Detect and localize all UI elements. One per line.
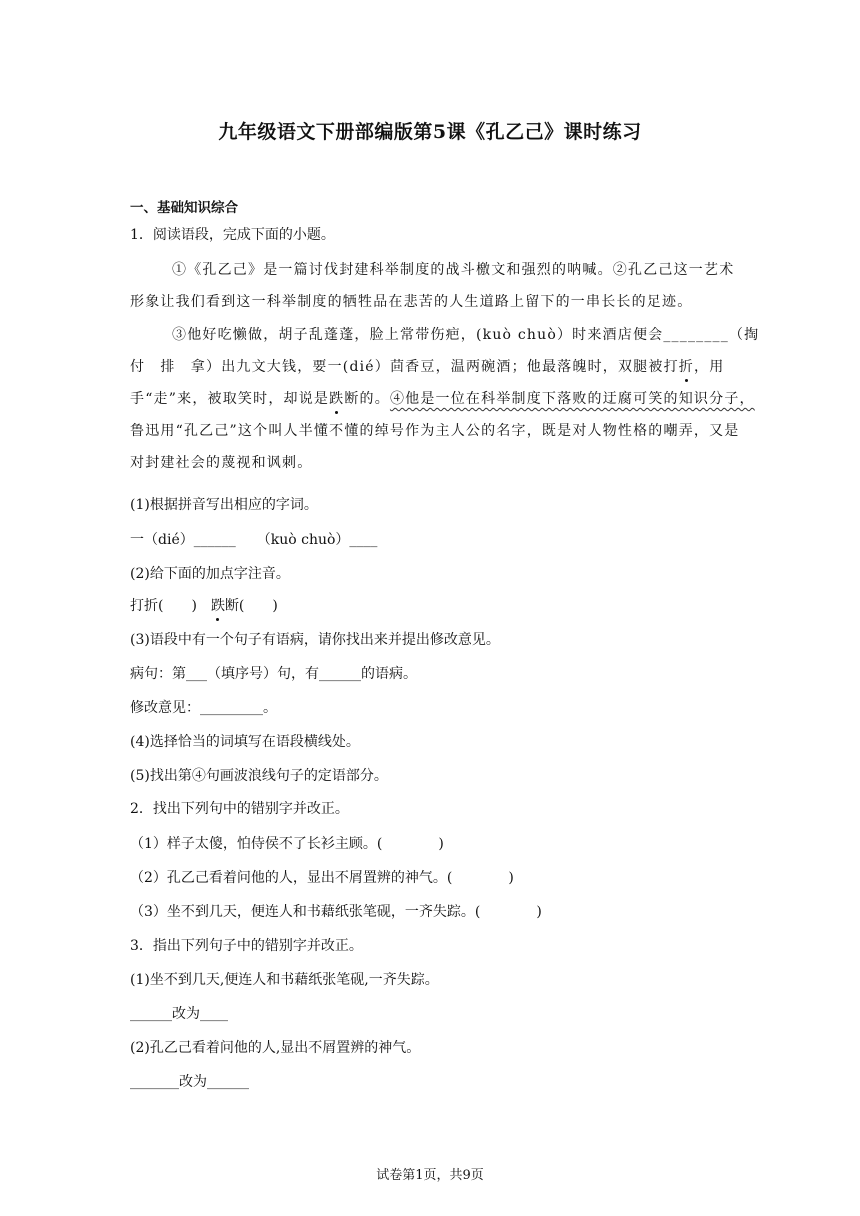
page-title: 九年级语文下册部编版第5课《孔乙己》课时练习 bbox=[218, 121, 642, 143]
question-2-item-2: （2）孔乙己看着问他的人，显出不屑置辨的神气。( ) bbox=[130, 870, 514, 886]
subquestion-1-blanks: 一（dié）______ （kuò chuò）____ bbox=[130, 532, 378, 548]
passage-line-5 bbox=[130, 389, 755, 409]
passage-line-7: 对封建社会的蔑视和讽刺。 bbox=[130, 455, 313, 471]
passage-line-2: 形象让我们看到这一科举制度的牺牲品在悲苦的人生道路上留下的一串长长的足迹。 bbox=[130, 294, 693, 310]
subquestion-3-sentence-blank: 病句：第___（填序号）句，有______的语病。 bbox=[130, 666, 417, 682]
question-2-item-1: （1）样子太傻，怕侍侯不了长衫主顾。( ) bbox=[130, 836, 444, 852]
passage-line-6: 鲁迅用“孔乙己”这个叫人半懂不懂的绰号作为主人公的名字，既是对人物性格的嘲弄，又是 bbox=[130, 423, 740, 439]
subquestion-3: (3)语段中有一个句子有语病，请你找出来并提出修改意见。 bbox=[130, 632, 500, 648]
section-heading: 一、基础知识综合 bbox=[130, 200, 238, 216]
question-1-stem: 1．阅读语段，完成下面的小题。 bbox=[130, 227, 335, 243]
passage-line-4: 付 排 拿）出九文大钱，要一(dié）茴香豆，温两碗酒；他最落魄时，双腿被打折，用 bbox=[130, 359, 725, 375]
question-3-item-1: (1)坐不到几天,便连人和书藉纸张笔砚,一齐失踪。 bbox=[130, 972, 439, 988]
question-2-stem: 2．找出下列句中的错别字并改正。 bbox=[130, 801, 349, 817]
question-3-item-2: (2)孔乙己看着问他的人,显出不屑置辨的神气。 bbox=[130, 1040, 421, 1056]
subquestion-5: (5)找出第④句画波浪线句子的定语部分。 bbox=[130, 768, 388, 784]
subquestion-3-suggestion-blank: 修改意见：_________。 bbox=[130, 700, 277, 716]
page-footer: 试卷第1页，共9页 bbox=[376, 1168, 484, 1183]
passage-line-1: ①《孔乙己》是一篇讨伐封建科举制度的战斗檄文和强烈的呐喊。②孔乙己这一艺术 bbox=[172, 262, 735, 278]
subquestion-2: (2)给下面的加点字注音。 bbox=[130, 566, 290, 582]
subquestion-2-blanks: 打折( ) 跌断( ) bbox=[130, 598, 278, 614]
emphasis-dot-char: 跌 bbox=[210, 598, 225, 614]
subquestion-4: (4)选择恰当的词填写在语段横线处。 bbox=[130, 734, 360, 750]
wavy-underlined-sentence: ④他是一位在科举制度下落败的迂腐可笑的知识分子， bbox=[389, 391, 755, 407]
passage-line-5-plain: 手“走”来，被取笑时，却说是跌断的。 bbox=[130, 391, 390, 407]
question-2-item-3: （3）坐不到几天，便连人和书藉纸张笔砚，一齐失踪。( ) bbox=[130, 904, 542, 920]
question-3-answer-1: ______改为____ bbox=[130, 1006, 228, 1022]
question-3-answer-2: _______改为______ bbox=[130, 1074, 249, 1090]
emphasis-dot-char: 折 bbox=[678, 359, 694, 375]
subquestion-1: (1)根据拼音写出相应的字词。 bbox=[130, 497, 318, 513]
emphasis-dot-char: 跌 bbox=[329, 391, 345, 407]
question-3-stem: 3．指出下列句子中的错别字并改正。 bbox=[130, 938, 363, 954]
passage-line-3: ③他好吃懒做，胡子乱蓬蓬，脸上常带伤疤，(kuò chuò）时来酒店便会________（掏 bbox=[172, 327, 760, 343]
